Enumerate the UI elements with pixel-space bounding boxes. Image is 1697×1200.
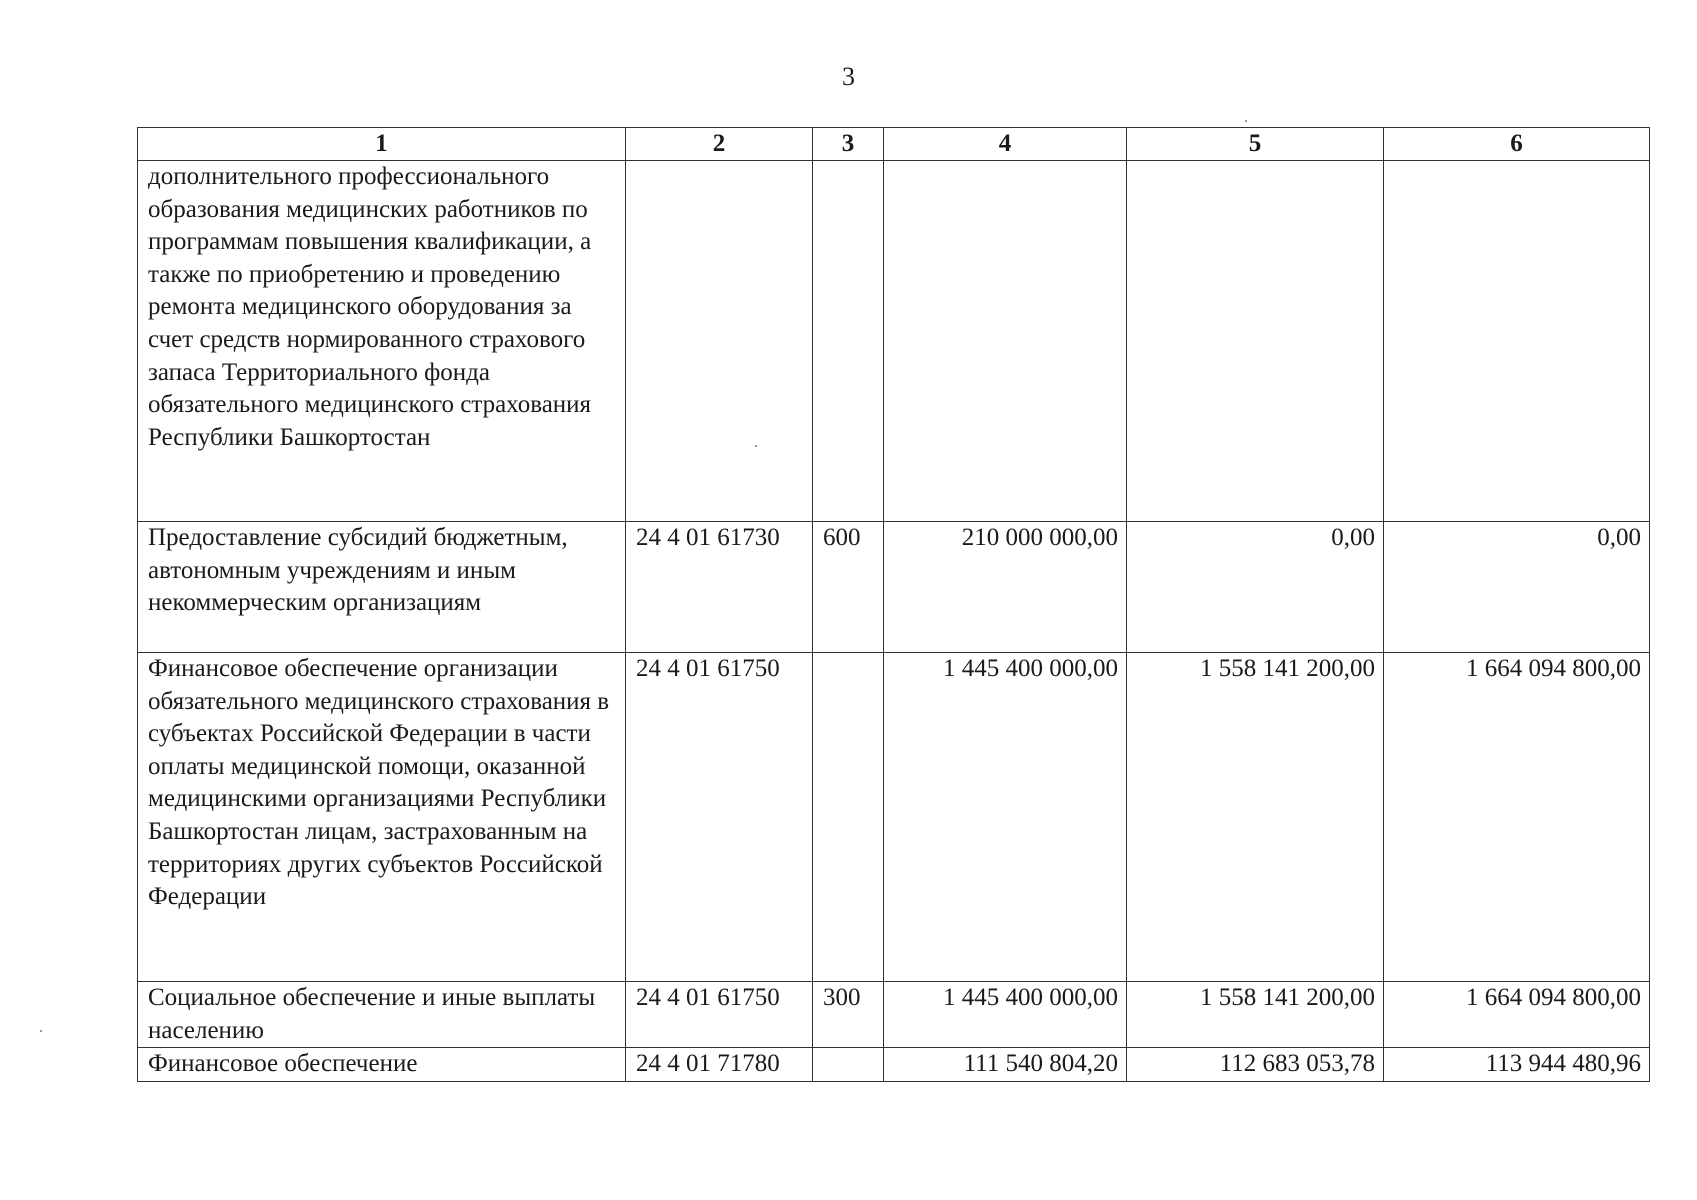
- table-body: [138, 161, 1650, 1082]
- row-code: 24 4 01 71780: [626, 1048, 813, 1082]
- table-header: [138, 128, 1650, 161]
- row-value-year2: 112 683 053,78: [1127, 1048, 1384, 1082]
- row-code: 24 4 01 61750: [626, 653, 813, 982]
- row-value-year3: [1384, 161, 1650, 522]
- row-value-year3: 1 664 094 800,00: [1384, 982, 1650, 1048]
- row-name: Социальное обеспечение и иные выплаты населению: [138, 982, 626, 1048]
- row-code: 24 4 01 61730: [626, 522, 813, 653]
- row-name: Финансовое обеспечение организации обязательного медицинского страхования в субъектах Российской Федерации в части оплаты медицинской помощи, оказанной медицинскими организациями Республики Башкортостан лицам, застрахованным на территориях других субъектов Российской Федерации: [138, 653, 626, 982]
- column-header-2: 2: [626, 128, 813, 161]
- table-row: [138, 161, 1650, 522]
- row-name: Предоставление субсидий бюджетным, автономным учреждениям и иным некоммерческим организациям: [138, 522, 626, 653]
- row-value-year2: [1127, 161, 1384, 522]
- row-value-year2: 0,00: [1127, 522, 1384, 653]
- row-value-year3: 0,00: [1384, 522, 1650, 653]
- column-header-3: 3: [813, 128, 884, 161]
- row-name: дополнительного профессионального образования медицинских работников по программам повышения квалификации, а также по приобретению и проведению ремонта медицинского оборудования за счет средств нормированного страхового запаса Территориального фонда обязательного медицинского страхования Республики Башкортостан: [138, 161, 626, 522]
- scan-speck: [1245, 120, 1247, 122]
- row-code: 24 4 01 61750: [626, 982, 813, 1048]
- row-value-year3: 1 664 094 800,00: [1384, 653, 1650, 982]
- column-header-6: 6: [1384, 128, 1650, 161]
- row-value-year2: 1 558 141 200,00: [1127, 653, 1384, 982]
- row-type: [813, 1048, 884, 1082]
- row-value-year1: 210 000 000,00: [884, 522, 1127, 653]
- row-type: [813, 161, 884, 522]
- column-header-5: 5: [1127, 128, 1384, 161]
- row-type: 300: [813, 982, 884, 1048]
- header-row: [138, 128, 1650, 161]
- page-number: 3: [842, 62, 855, 91]
- budget-table: [137, 127, 1650, 1082]
- table-row: [138, 653, 1650, 982]
- table-row: [138, 522, 1650, 653]
- column-header-4: 4: [884, 128, 1127, 161]
- row-type: [813, 653, 884, 982]
- row-value-year1: 111 540 804,20: [884, 1048, 1127, 1082]
- table-row: [138, 1048, 1650, 1082]
- scan-speck: [40, 1030, 42, 1032]
- row-value-year1: 1 445 400 000,00: [884, 982, 1127, 1048]
- row-value-year2: 1 558 141 200,00: [1127, 982, 1384, 1048]
- row-value-year1: 1 445 400 000,00: [884, 653, 1127, 982]
- scan-speck: [755, 445, 757, 447]
- row-type: 600: [813, 522, 884, 653]
- row-value-year3: 113 944 480,96: [1384, 1048, 1650, 1082]
- table-row: [138, 982, 1650, 1048]
- row-value-year1: [884, 161, 1127, 522]
- column-header-1: 1: [138, 128, 626, 161]
- row-code: [626, 161, 813, 522]
- row-name: Финансовое обеспечение: [138, 1048, 626, 1082]
